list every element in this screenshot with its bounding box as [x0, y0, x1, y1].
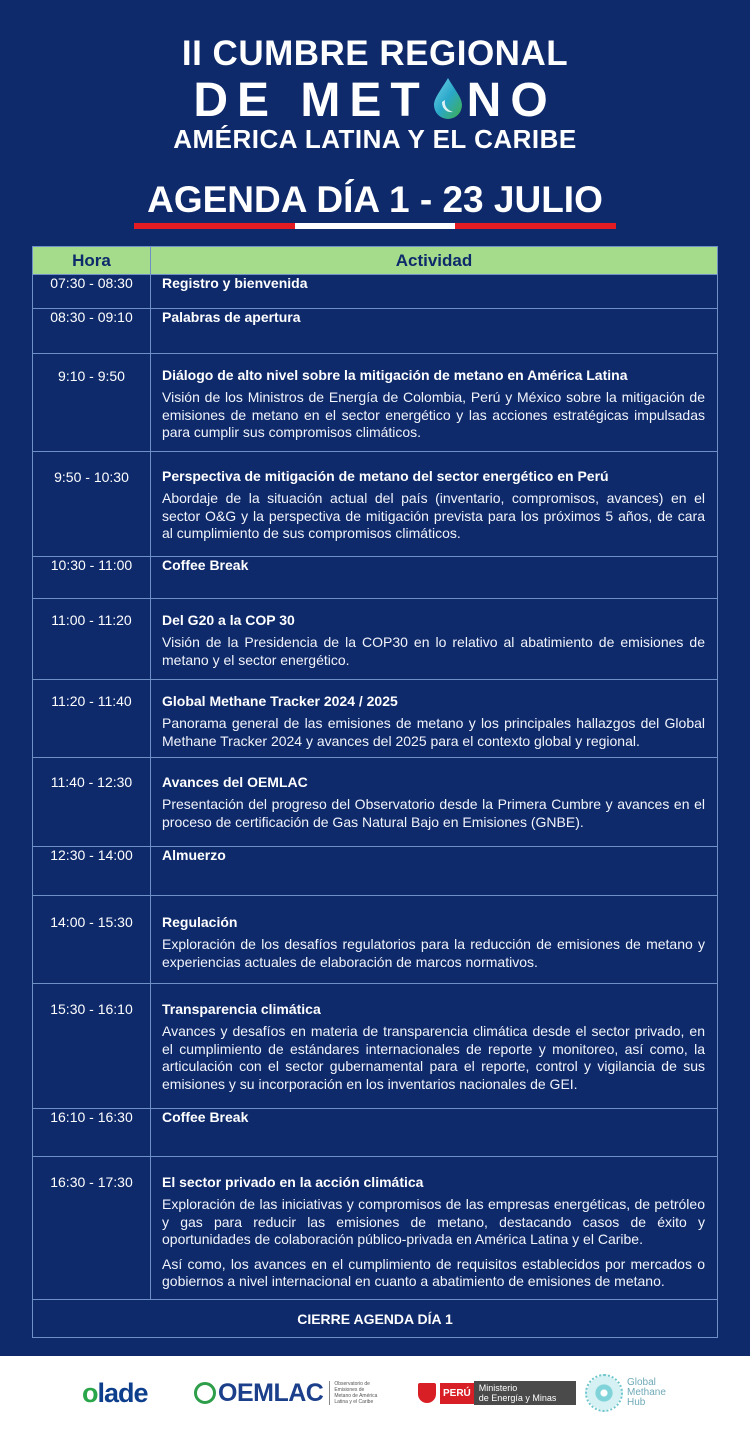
agenda-title: AGENDA DÍA 1 - 23 JULIO [147, 179, 603, 220]
row-time: 9:50 - 10:30 [54, 469, 129, 485]
row-time: 12:30 - 14:00 [50, 847, 133, 863]
row-description: Panorama general de las emisiones de metano y los principales hallazgos del Global Methane Tracker 2024 y avances del 2025 para el contexto global y regional. [162, 715, 705, 749]
table-row [33, 275, 718, 309]
row-time: 11:00 - 11:20 [51, 612, 132, 628]
agenda-table [32, 246, 718, 1338]
closing-label: CIERRE AGENDA DÍA 1 [33, 1300, 718, 1338]
column-header-hora: Hora [33, 247, 151, 275]
row-time: 11:20 - 11:40 [51, 693, 132, 709]
row-title: Coffee Break [162, 1109, 249, 1125]
event-subtitle: AMÉRICA LATINA Y EL CARIBE [173, 124, 577, 154]
minem-logo: PERÚ Ministerio de Energía y Minas [418, 1356, 576, 1430]
table-row [33, 847, 718, 896]
table-header-row [33, 247, 718, 275]
closing-row [33, 1300, 718, 1338]
table-row [33, 599, 718, 680]
table-row [33, 309, 718, 354]
row-title: Regulación [162, 914, 238, 930]
row-title: Registro y bienvenida [162, 275, 308, 291]
table-row [33, 452, 718, 557]
header [0, 0, 750, 245]
row-title: Almuerzo [162, 847, 226, 863]
gmh-dots-icon [585, 1374, 623, 1412]
row-time: 16:10 - 16:30 [50, 1109, 133, 1125]
row-time: 11:40 - 12:30 [50, 774, 133, 790]
row-title: Avances del OEMLAC [162, 774, 308, 790]
oemlac-circle-icon [194, 1382, 216, 1404]
row-title: Coffee Break [162, 557, 249, 573]
row-title: Global Methane Tracker 2024 / 2025 [162, 693, 398, 709]
table-row [33, 1109, 718, 1157]
row-title: Transparencia climática [162, 1001, 321, 1017]
olade-logo: olade [82, 1377, 148, 1408]
row-description: Avances y desafíos en materia de transparencia climática desde el sector privado, en el cumplimiento de estándares internacionales de reporte y monitoreo, así como, la articulación con el sector gubernamental para el reporte, control y vigilancia de sus emisiones y su incorporación en los inventarios nacionales de GEI. [162, 1023, 705, 1092]
table-row [33, 896, 718, 984]
event-title-part1: DE MET [193, 74, 429, 127]
table-row [33, 557, 718, 599]
row-description: Visión de la Presidencia de la COP30 en lo relativo al abatimiento de emisiones de metano y el sector energético. [162, 634, 705, 668]
row-description: Visión de los Ministros de Energía de Colombia, Perú y México sobre la mitigación de emisiones de metano en el sector energético y las acciones estratégicas impulsadas para cumplir sus compromisos climáticos. [162, 389, 705, 440]
row-time: 15:30 - 16:10 [50, 1001, 133, 1017]
water-drop-icon [431, 76, 465, 130]
row-time: 10:30 - 11:00 [50, 557, 133, 573]
table-row [33, 680, 718, 758]
table-row [33, 354, 718, 452]
event-title-part2: NO [466, 74, 557, 127]
row-title: Diálogo de alto nivel sobre la mitigación de metano en América Latina [162, 367, 628, 383]
column-header-actividad: Actividad [151, 247, 718, 275]
row-title: Perspectiva de mitigación de metano del sector energético en Perú [162, 468, 609, 484]
row-time: 08:30 - 09:10 [50, 309, 133, 325]
sponsor-footer [0, 1356, 750, 1430]
row-description-extra: Así como, los avances en el cumplimiento de requisitos establecidos por mercados o gobiernos a nivel internacional en cuanto a abatimiento de emisiones de metano. [162, 1255, 705, 1289]
row-time: 9:10 - 9:50 [58, 368, 125, 384]
row-title: Del G20 a la COP 30 [162, 612, 295, 628]
peru-shield-icon [418, 1383, 436, 1403]
table-row [33, 758, 718, 847]
table-row [33, 1157, 718, 1300]
row-title: El sector privado en la acción climática [162, 1174, 424, 1190]
row-description: Exploración de los desafíos regulatorios para la reducción de emisiones de metano y experiencias actuales de elaboración de marcos normativos. [162, 936, 705, 970]
row-time: 14:00 - 15:30 [50, 914, 133, 930]
event-title-line2 [0, 76, 750, 130]
row-title: Palabras de apertura [162, 309, 301, 325]
oemlac-logo: OEMLAC Observatorio de Emisiones de Metano de América Latina y el Caribe [194, 1356, 378, 1430]
row-description: Abordaje de la situación actual del país (inventario, compromisos, avances) en el sector O&G y la perspectiva de mitigación prevista para los próximos 5 años, de cara al cumplimiento de sus compromisos climáticos. [162, 490, 705, 541]
row-description: Exploración de las iniciativas y compromisos de las empresas energéticas, de petróleo y gas para reducir las emisiones de metano, destacando casos de éxito y oportunidades de colaboración público-privada en América Latina y el Caribe. [162, 1196, 705, 1247]
global-methane-hub-logo: Global Methane Hub [585, 1356, 666, 1430]
table-row [33, 984, 718, 1109]
event-title-line1: II CUMBRE REGIONAL [181, 34, 569, 73]
row-time: 16:30 - 17:30 [50, 1174, 133, 1190]
flag-underline [134, 223, 616, 229]
row-time: 07:30 - 08:30 [50, 275, 133, 291]
row-description: Presentación del progreso del Observatorio desde la Primera Cumbre y avances en el proceso de certificación de Gas Natural Bajo en Emisiones (GNBE). [162, 796, 705, 830]
